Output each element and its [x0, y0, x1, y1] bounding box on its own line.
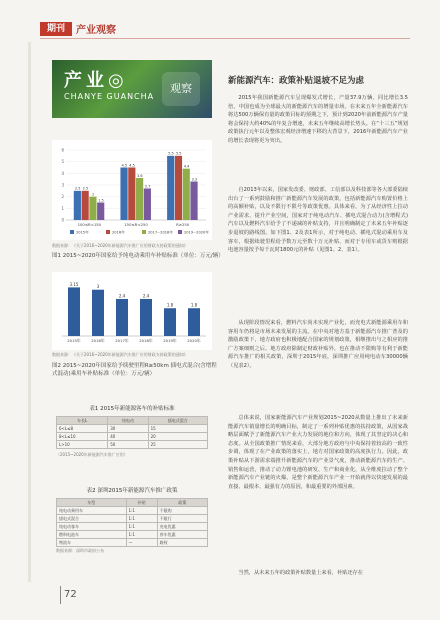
figure1-category-label: R≥250: [176, 222, 190, 227]
figure1-data-label: 3.6: [137, 173, 143, 178]
table2-title: 表2 深圳2015年新能源汽车推广政策: [86, 488, 178, 494]
figure1-data-label: 5.5: [168, 151, 174, 156]
table-cell: 停车优惠: [157, 531, 207, 539]
figure2-data-label: 1.8: [190, 302, 198, 308]
figure2-category-label: 2019年: [163, 338, 177, 343]
figure1-data-label: 3.3: [191, 177, 198, 182]
table2-header-cell: 车型: [57, 499, 127, 507]
table-cell: 30: [108, 425, 148, 433]
table-cell: 插电式混合: [57, 515, 127, 523]
figure2-bar: [140, 299, 152, 336]
figure1-legend-swatch: [178, 230, 182, 234]
table2-note: 数据来源：深圳市政府公布: [56, 548, 104, 553]
figure1-source: 数据来源：《关于2016~2020年新能源汽车推广应用财政支持政策的通知》: [52, 243, 188, 248]
figure1-y-tick: 5: [61, 159, 64, 165]
figure1-legend-label: 2015年: [76, 230, 89, 235]
figure1-bar: [175, 156, 182, 220]
figure1-bar: [128, 168, 135, 221]
table2: [56, 498, 208, 547]
figure1-data-label: 2.5: [82, 186, 89, 191]
table-cell: 20: [148, 433, 207, 441]
figure1-y-tick: 4: [61, 170, 64, 176]
table-row: [57, 507, 208, 515]
article-paragraph: 2015年我国新能源汽车呈现爆发式增长，产量37.9万辆，同比增长3.5倍，中国也成为全球最大的新能源汽车的增量市场。在未来五年全新能源汽车将达500万辆保有量的政策目标的预期之下，预计到2020年前新能源汽车产量将会保持大约40%的年复合增速，未来五年继续高增长势头。在“十三五”规划政策执行元年以及整体宏观经济增速下移的大背景下，2016年新能源汽车产业的增长表现将更为突出。: [228, 95, 408, 144]
article-paragraph: 自2013年以来，国家发改委、财政部、工信部以及科技部等各大部委陆续出台了一系列鼓励和推广新能源汽车发展的政策，包括新能源汽车购置价格上的高额补贴，以及不限行不限号等政策优惠。具体来看，为了从经济性上拉动产业需求，提升产业空间，国家对于纯电动汽车、插电式混合动力(含增程式)汽车以及燃料汽车给予了不递减的补贴支持，并且明确制定了未来五年补贴逐步退坡的路线图。如下图1、2及表1所示，对于纯电动、插电式混动乘用车及客车，根据续驶里程给予数万元至数十万元补贴，而对于专用车或货车则根据电池容量按予每千瓦时1800元的补贴（见图1、2、表1）。: [228, 187, 408, 254]
figure1-y-tick: 0: [61, 217, 64, 223]
table1-header-cell: 纯电动: [108, 417, 148, 425]
figure1-bar: [136, 178, 143, 220]
table-cell: 纯电动乘用车: [57, 507, 127, 515]
figure2-bar: [164, 308, 176, 336]
table-cell: 6<L≤8: [57, 425, 108, 433]
table-cell: 1:1: [126, 515, 157, 523]
figure1-data-label: 2.5: [74, 186, 81, 191]
section-label-box: 期刊: [40, 22, 72, 36]
table-cell: 25: [148, 441, 207, 449]
page-gutter-bar: [28, 42, 31, 582]
table-row: [57, 515, 208, 523]
table-cell: 8<L≤10: [57, 433, 108, 441]
table-row: [57, 441, 208, 449]
table-cell: 不限购: [157, 507, 207, 515]
figure1-legend-swatch: [142, 230, 146, 234]
figure1-bar: [89, 197, 96, 220]
section-title: 产业观察: [76, 25, 116, 36]
figure1-bar: [74, 191, 81, 220]
page-number: 72: [64, 589, 77, 600]
figure1-data-label: 4.5: [121, 163, 128, 168]
figure2-bar: [68, 287, 80, 336]
article-paragraph: 从现阶段情况来看，燃料汽车尚未实现产业化，而充电式新能源乘用车和客用车仍将是市场未来发展的主流。在中央对地方基于新能源汽车推广普及的激励政策下，地方政府也积极地配合国家的规划政策，相继推出与之相应的推广方案细则之后。地方政府除制定财政补贴外，也在推动不限购等有利于新能源汽车推广的相关政策，深圳于2015年底，深圳推广应用纯电动车30000辆（见表2）。: [228, 320, 408, 369]
figure1-bar: [82, 191, 89, 220]
table2-header-row: [57, 499, 208, 507]
figure1-data-label: 2: [92, 192, 95, 197]
figure1-bar: [97, 203, 104, 221]
figure1-legend-swatch: [106, 230, 110, 234]
figure2-bar: [92, 290, 104, 336]
figure1-bar: [183, 169, 190, 220]
table-cell: 1:1: [126, 507, 157, 515]
figure2-category-label: 2016年: [91, 338, 105, 343]
figure2-source: 数据来源：《关于2016~2020年新能源汽车推广应用财政支持政策的通知》: [52, 352, 188, 357]
figure2-bar: [188, 308, 200, 336]
figure2-data-label: 2.4: [142, 293, 150, 299]
article-paragraph: 总体来说，国家新能源汽车产业规划2015~2020从数量上推出了未来新能源汽车销量增长的明确目标，制定了一系列补贴优惠的扶持政策，从国家战略层面赋予了新能源汽车产业大力发展的地位和方向，体现了其坚定的决心和态度。从全国政策推广情况来看，大部分地方政府与中央保持着较高的一致性步调，体现了在产业政策的落实上，地方对国家政策的高度执行力。因此，政策补贴从下游需求端推升新能源汽车的产业景气度，推动新能源汽车的生产、销售和运营，推动了动力锂电池的研发、生产和商业化，从全维度拉动了整个新能源汽车产业链的火爆，是整个新能源汽车产业一开始就得以快速发展的最直接、最根本、最强有力的原因，和最重要的外部因素。: [228, 415, 408, 490]
banner-tag: 观察: [162, 72, 200, 106]
table-cell: —: [126, 539, 157, 547]
table1-header-row: [57, 417, 208, 425]
figure1-legend-label: 2019~2020年: [184, 230, 209, 235]
table-cell: 15: [148, 425, 207, 433]
figure1-category-label: 100≤R<150: [77, 222, 102, 227]
table-cell: 40: [108, 433, 148, 441]
figure1-y-tick: 1: [61, 205, 64, 211]
figure1-data-label: 2.7: [144, 184, 151, 189]
table-cell: 1:1: [126, 523, 157, 531]
figure1-svg: [52, 140, 212, 240]
figure1-bar: [167, 156, 174, 220]
figure1-caption: 图1 2015~2020年国家给予纯电动乘用车补贴标准（单位：万元/辆）: [52, 253, 224, 259]
figure2-category-label: 2015年: [67, 338, 81, 343]
table1-title: 表1 2015年新能源客车的补贴标准: [89, 406, 175, 412]
banner-title-cn: 产业◎: [64, 70, 128, 91]
figure2-data-label: 3: [96, 284, 100, 290]
article-paragraph: 当然，从未来五年的政策补贴数量上来看，补贴还存在: [238, 570, 363, 576]
figure2-data-label: 1.8: [166, 302, 174, 308]
figure2-category-label: 2020年: [187, 338, 201, 343]
table1-header-cell: 插电式混合: [148, 417, 207, 425]
figure1-bar: [144, 189, 151, 221]
figure1-chart: [52, 140, 212, 240]
page-number-rule: [60, 586, 61, 604]
table1: [56, 416, 208, 449]
table1-header-cell: 车长L: [57, 417, 108, 425]
table-cell: 路权: [157, 539, 207, 547]
figure1-category-label: 150≤R<250: [124, 222, 148, 227]
figure2-chart: [52, 272, 212, 350]
table-row: [57, 531, 208, 539]
figure2-category-label: 2018年: [139, 338, 153, 343]
figure1-data-label: 1.5: [98, 198, 104, 203]
table-cell: L>10: [57, 441, 108, 449]
article-title: 新能源汽车：政策补贴退坡不足为虑: [228, 76, 365, 86]
table-row: [57, 523, 208, 531]
table-cell: 物流车: [57, 539, 127, 547]
figure1-y-tick: 2: [61, 194, 64, 200]
header-divider: [40, 38, 410, 39]
banner-title-en: CHANYE GUANCHA: [64, 92, 155, 101]
column-banner: [52, 60, 212, 118]
table-cell: 充电优惠: [157, 523, 207, 531]
figure2-data-label: 3.15: [69, 281, 79, 287]
table-cell: 50: [108, 441, 148, 449]
figure1-data-label: 4.4: [183, 164, 190, 169]
table-row: [57, 425, 208, 433]
table-row: [57, 539, 208, 547]
figure1-bar: [190, 182, 197, 221]
figure1-legend-label: 2016年: [112, 230, 125, 235]
figure2-category-label: 2017年: [115, 338, 129, 343]
figure1-legend-label: 2017~2018年: [148, 230, 173, 235]
figure2-bar: [116, 299, 128, 336]
table-row: [57, 433, 208, 441]
figure2-caption: 图2 2015~2020年国家给予续驶里程R≥50km 插电式混合(含增程式混动)乘用车补贴标准（单位：万元/辆）: [52, 363, 217, 377]
figure1-data-label: 4.5: [129, 163, 135, 168]
table2-header-cell: 政策: [157, 499, 207, 507]
figure1-bar: [120, 168, 127, 221]
table1-note: （2015~2020年新能源汽车推广应用）: [56, 452, 128, 457]
figure1-legend-swatch: [70, 230, 74, 234]
table-cell: 纯电动客车: [57, 523, 127, 531]
figure1-y-tick: 3: [61, 182, 64, 188]
table2-header-cell: 补贴: [126, 499, 157, 507]
figure2-svg: [52, 272, 212, 350]
table-cell: 燃料电池车: [57, 531, 127, 539]
figure1-y-tick: 6: [61, 147, 64, 153]
figure2-data-label: 2.4: [118, 293, 126, 299]
figure1-data-label: 5.5: [176, 151, 182, 156]
table-cell: 不限行: [157, 515, 207, 523]
table-cell: 1:1: [126, 531, 157, 539]
